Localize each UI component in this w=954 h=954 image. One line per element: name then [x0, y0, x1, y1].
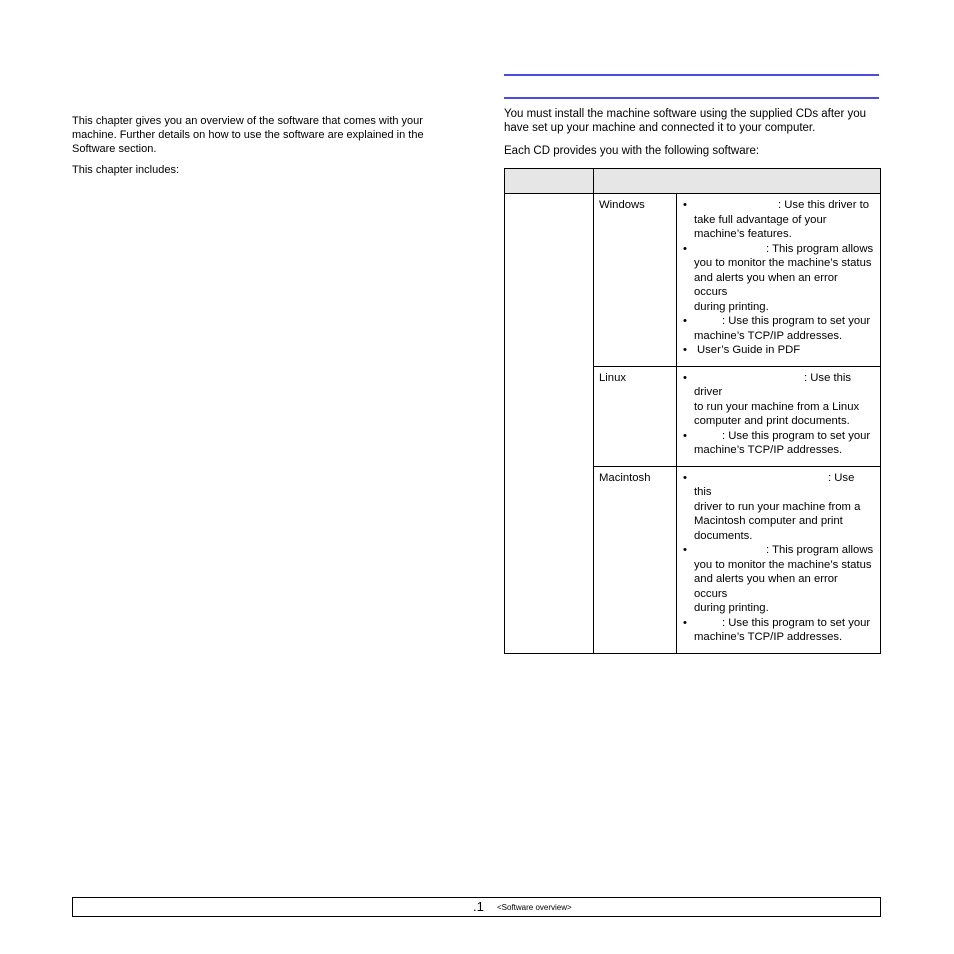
item-line: computer and print documents.	[694, 415, 850, 427]
bullet: •	[683, 371, 687, 384]
table-row	[505, 194, 881, 367]
left-column	[72, 114, 450, 184]
bullet: •	[683, 616, 687, 629]
item-line: : This program allows	[766, 544, 874, 556]
item-line: and alerts you when an error occurs	[694, 271, 838, 298]
item-line: during printing.	[694, 300, 769, 313]
item-line: : Use this driver to	[778, 199, 870, 211]
header-cell-cd	[505, 169, 594, 194]
item-line: Macintosh computer and print	[694, 515, 843, 527]
software-list	[677, 466, 881, 653]
list-item	[683, 616, 874, 645]
item-line: machine’s features.	[694, 228, 792, 240]
item-line: : This program allows	[766, 242, 874, 255]
os-cell: Linux	[594, 366, 677, 466]
software-table	[504, 168, 881, 654]
os-cell: Windows	[594, 194, 677, 367]
includes-label: This chapter includes:	[72, 164, 179, 176]
item-line: User’s Guide in PDF	[697, 344, 801, 356]
install-paragraph	[504, 107, 880, 135]
list-item	[683, 198, 874, 242]
list-item	[683, 314, 874, 343]
section-rule-top	[504, 74, 879, 76]
page-footer	[72, 897, 881, 917]
item-line: : Use this program to set your	[722, 616, 871, 629]
item-line: machine’s TCP/IP addresses.	[694, 631, 843, 643]
right-column	[504, 107, 880, 167]
chapter-reference: <Software overview>	[497, 903, 572, 912]
page-number: .1	[473, 899, 484, 914]
bullet: •	[683, 544, 687, 556]
bullet: •	[683, 429, 687, 442]
cd-cell	[505, 194, 594, 654]
list-item	[683, 371, 874, 429]
cd-intro: Each CD provides you with the following software:	[504, 145, 760, 157]
item-line: : Use this	[694, 471, 855, 498]
intro-paragraph	[72, 114, 450, 156]
list-item	[683, 242, 874, 315]
install-line: have set up your machine and connected it to your computer.	[504, 122, 816, 134]
item-line: and alerts you when an error occurs	[694, 573, 838, 600]
item-line: : Use this program to set your	[722, 315, 871, 327]
bullet: •	[683, 344, 687, 356]
bullet: •	[683, 471, 687, 484]
item-line: take full advantage of your	[694, 213, 827, 226]
intro-line: Software section.	[72, 143, 157, 155]
header-cell-contents	[594, 169, 881, 194]
item-line: you to monitor the machine’s status	[694, 257, 872, 269]
item-line: documents.	[694, 529, 753, 542]
list-item	[683, 471, 874, 544]
item-line: during printing.	[694, 602, 769, 614]
os-cell: Macintosh	[594, 466, 677, 653]
intro-line: This chapter gives you an overview of the software that comes with your	[72, 115, 423, 127]
bullet: •	[683, 199, 687, 211]
list-item	[683, 429, 874, 458]
item-line: : Use this program to set your	[722, 429, 871, 442]
list-item	[683, 543, 874, 616]
item-line: machine’s TCP/IP addresses.	[694, 329, 843, 342]
item-line: machine’s TCP/IP addresses.	[694, 444, 843, 456]
item-line: to run your machine from a Linux	[694, 400, 860, 413]
list-item	[683, 343, 874, 358]
table-header-row	[505, 169, 881, 194]
software-list	[677, 366, 881, 466]
bullet: •	[683, 315, 687, 327]
item-line: : Use this driver	[694, 371, 852, 398]
bullet: •	[683, 242, 687, 255]
item-line: you to monitor the machine’s status	[694, 558, 872, 571]
intro-line: machine. Further details on how to use the software are explained in the	[72, 129, 424, 141]
section-rule-bottom	[504, 97, 879, 99]
software-list	[677, 194, 881, 367]
item-line: driver to run your machine from a	[694, 500, 861, 513]
install-line: You must install the machine software using the supplied CDs after you	[504, 108, 867, 120]
